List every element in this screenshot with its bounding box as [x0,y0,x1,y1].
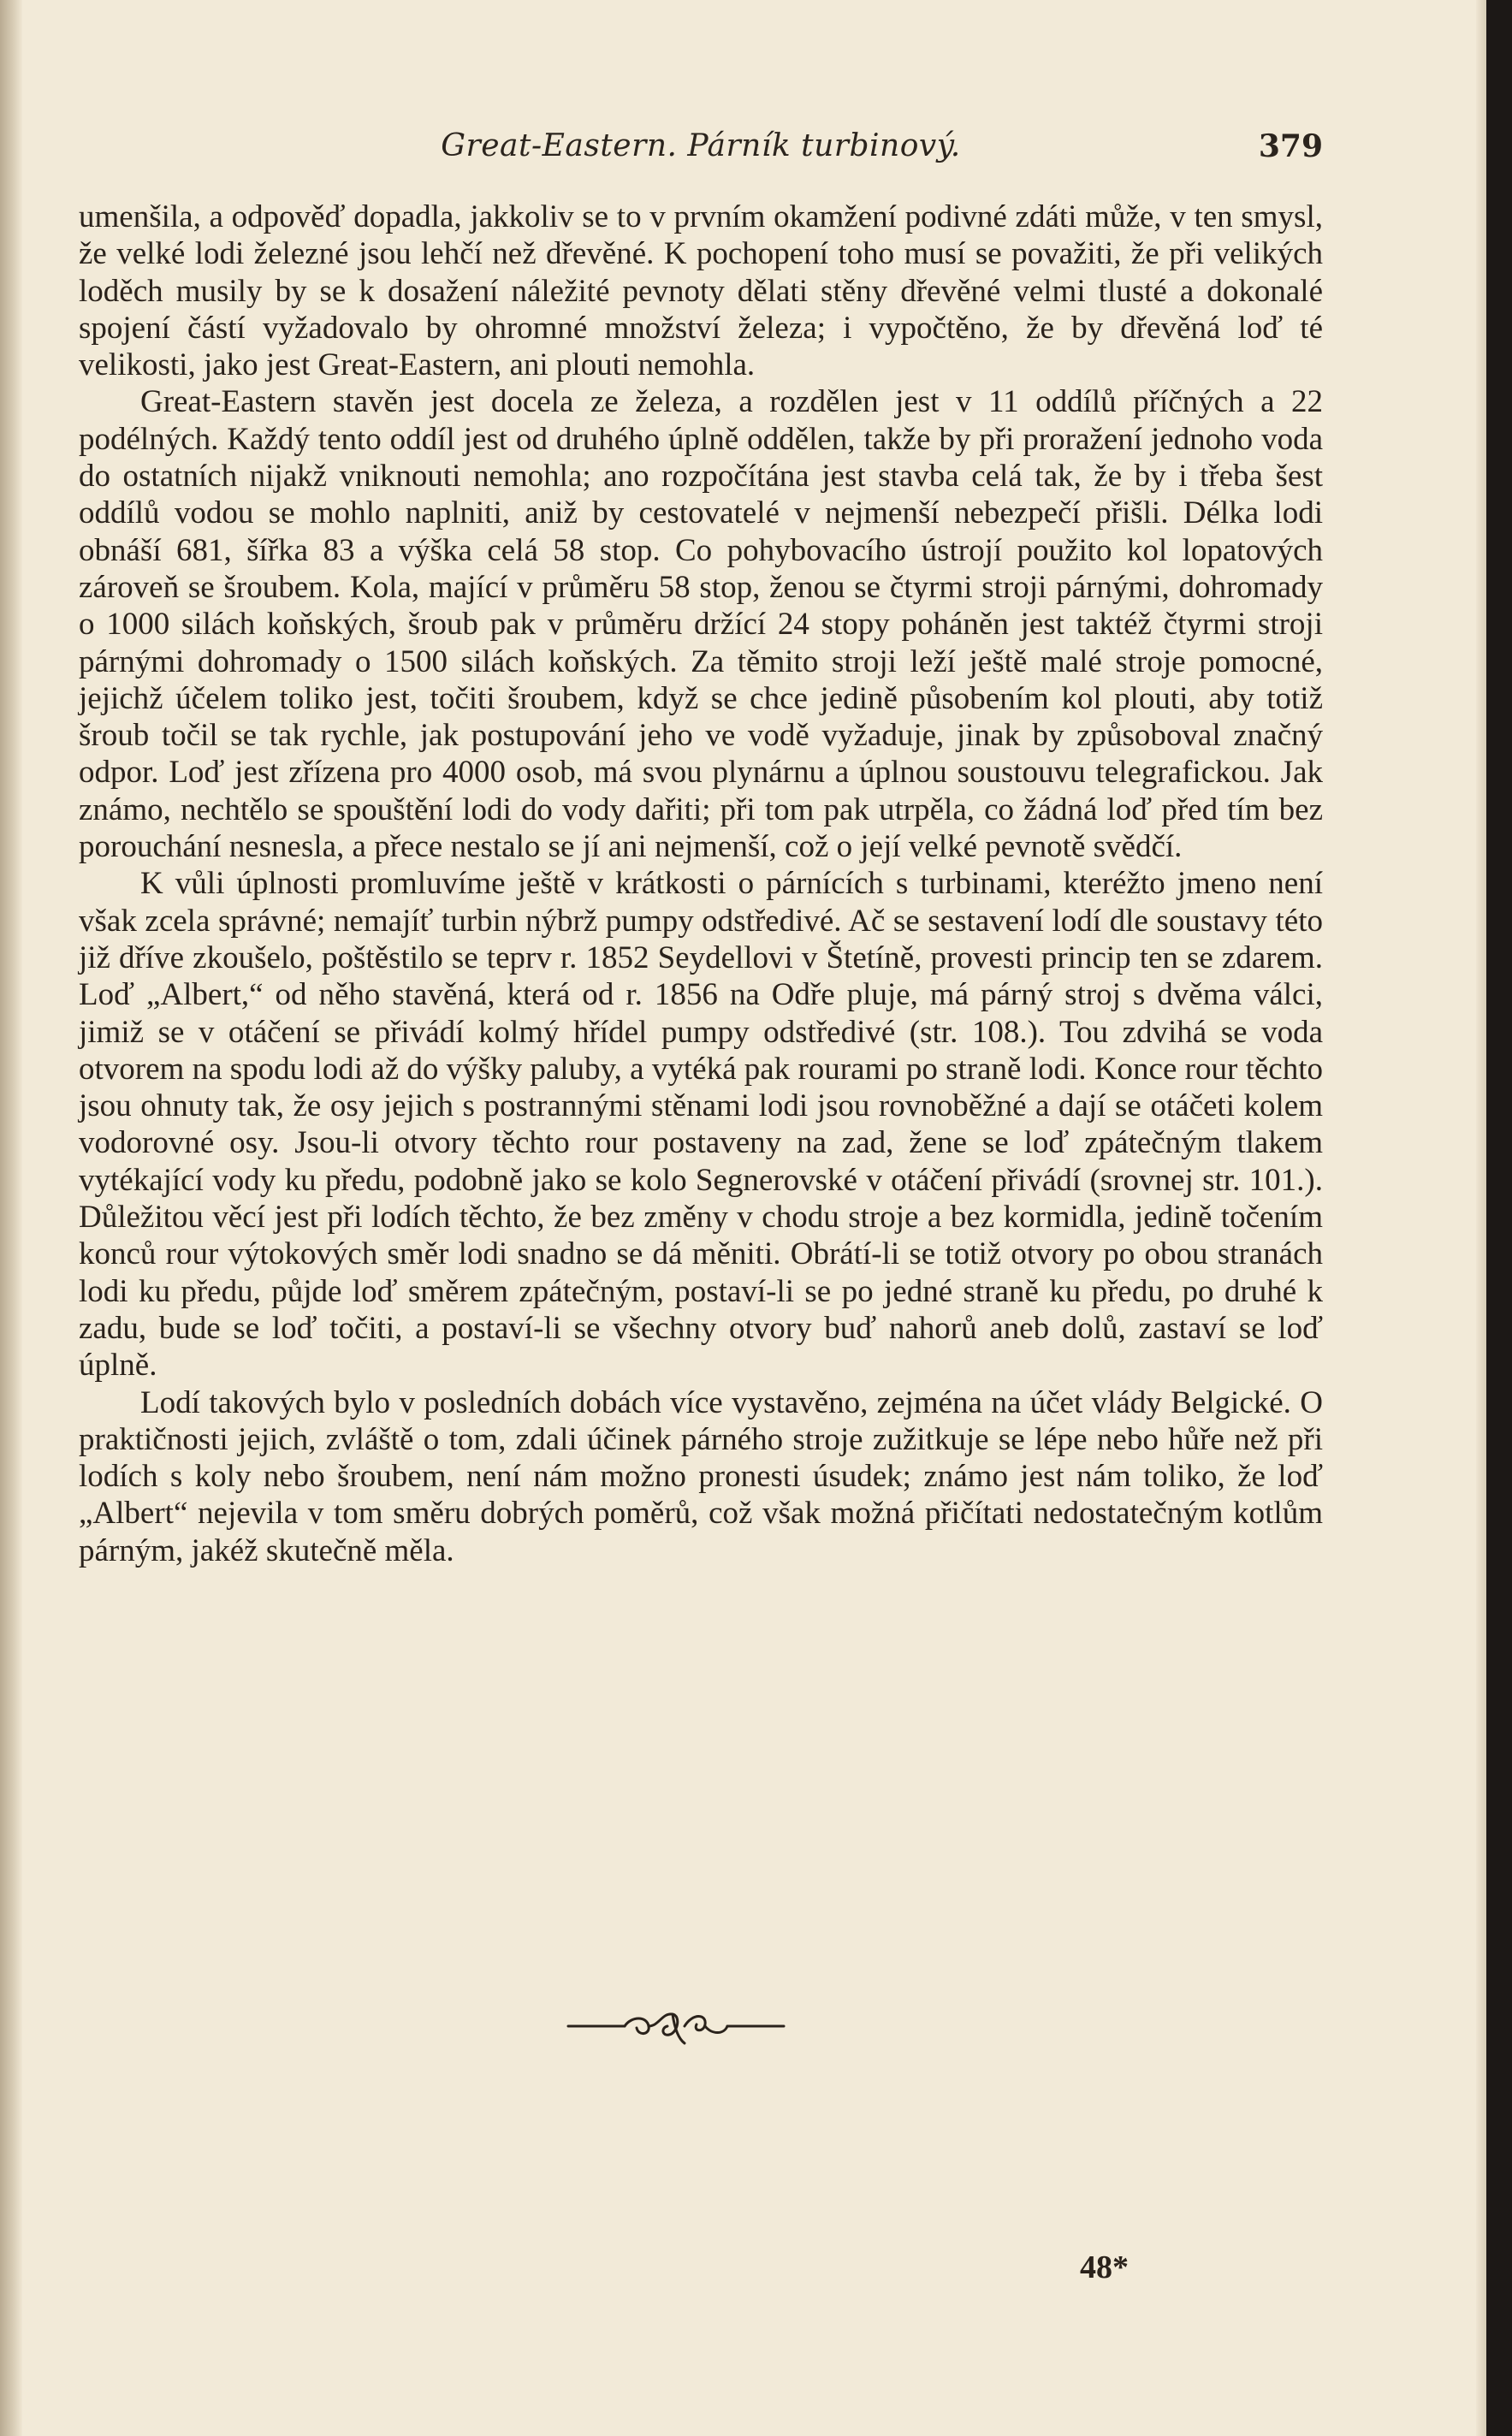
paragraph: Lodí takových bylo v posledních dobách více vystavěno, zejména na účet vlády Belgické. O praktičnosti jejich, zvláště o tom, zdali účinek párného stroje zužitkuje se lépe nebo hůře než při lodích s koly nebo šroubem, není nám možno pronesti úsudek; známo jest nám toliko, že loď „Albert“ nejevila v tom směru dobrých poměrů, což však možná přičítati nedostatečným kotlům párným, jakéž skutečně měla. [79,1384,1323,1568]
running-title: Great-Eastern. Párník turbinový. [441,128,961,163]
paragraph: umenšila, a odpověď dopadla, jakkoliv se to v prvním okamžení podivné zdáti může, v ten smysl, že velké lodi železné jsou lehčí než dřevěné. K pochopení toho musí se považiti, že při velikých loděch musily by se k dosažení náležité pevnoty dělati stěny dřevěné velmi tlusté a dokonalé spojení částí vyžadovalo by ohromné množství železa; i vypočtěno, že by dřevěná loď té velikosti, jako jest Great-Eastern, ani plouti nemohla. [79,199,1323,383]
body-text [79,199,1323,1569]
running-head [79,128,1323,171]
paragraph: K vůli úplnosti promluvíme ještě v krátkosti o párnících s turbinami, kteréžto jmeno není však zcela správné; nemajíť turbin nýbrž pumpy odstředivé. Ač se sestavení lodí dle soustavy této již dříve zkoušelo, poštěstilo se teprv r. 1852 Seydellovi v Štetíně, provesti princip ten se zdarem. Loď „Albert,“ od něho stavěná, která od r. 1856 na Odře pluje, má párný stroj s dvěma válci, jimiž se v otáčení se přivádí kolmý hřídel pumpy odstředivé (str. 108.). Tou zdvihá se voda otvorem na spodu lodi až do výšky paluby, a vytéká pak rourami po straně lodi. Konce rour těchto jsou ohnuty tak, že osy jejich s postrannými stěnami lodi jsou rovnoběžné a dají se otáčeti kolem vodorovné osy. Jsou-li otvory těchto rour postaveny na zad, žene se loď zpátečným tlakem vytékající vody ku předu, podobně jako se kolo Segnerovské v otáčení přivádí (srovnej str. 101.). Důležitou věcí jest při lodích těchto, že bez změny v chodu stroje a bez kormidla, jedině točením konců rour výtokových směr lodi snadno se dá měniti. Obrátí-li se totiž otvory po obou stranách lodi ku předu, půjde loď směrem zpátečným, postaví-li se po jedné straně ku předu, po druhé k zadu, bude se loď točiti, a postaví-li se všechny otvory buď nahorů aneb dolů, zastaví se loď úplně. [79,866,1323,1384]
page-number: 379 [1258,128,1323,164]
section-end-ornament-icon [565,2000,787,2048]
printer-signature-mark: 48* [1080,2249,1129,2285]
paragraph: Great-Eastern stavěn jest docela ze železa, a rozdělen jest v 11 oddílů příčných a 22 podélných. Každý tento oddíl jest od druhého úplně oddělen, takže by při proražení jednoho voda do ostatních nijakž vniknouti nemohla; ano rozpočítána jest stavba celá tak, že by i třeba šest oddílů vodou se mohlo naplniti, aniž by cestovatelé v nejmenší nebezpečí přišli. Délka lodi obnáší 681, šířka 83 a výška celá 58 stop. Co pohybovacího ústrojí použito kol lopatových zároveň se šroubem. Kola, mající v průměru 58 stop, ženou se čtyrmi stroji párnými, dohromady o 1000 silách koňských, šroub pak v průměru držící 24 stopy poháněn jest taktéž čtyrmi stroji párnými dohromady o 1500 silách koňských. Za těmito stroji leží ještě malé stroje pomocné, jejichž účelem toliko jest, točiti šroubem, když se chce jedině působením kol plouti, aby totiž šroub točil se tak rychle, jak postupování jeho ve vodě vyžaduje, jinak by způsoboval značný odpor. Loď jest zřízena pro 4000 osob, má svou plynárnu a úplnou soustouvu telegrafickou. Jak známo, nechtělo se spouštění lodi do vody dařiti; při tom pak utrpěla, co žádná loď před tím bez porouchání nesnesla, a přece nestalo se jí ani nejmenší, což o její velké pevnotě svědčí. [79,384,1323,865]
page-gutter-shadow [0,0,22,2436]
page-edge [1476,0,1486,2436]
scan-background-edge [1486,0,1512,2436]
